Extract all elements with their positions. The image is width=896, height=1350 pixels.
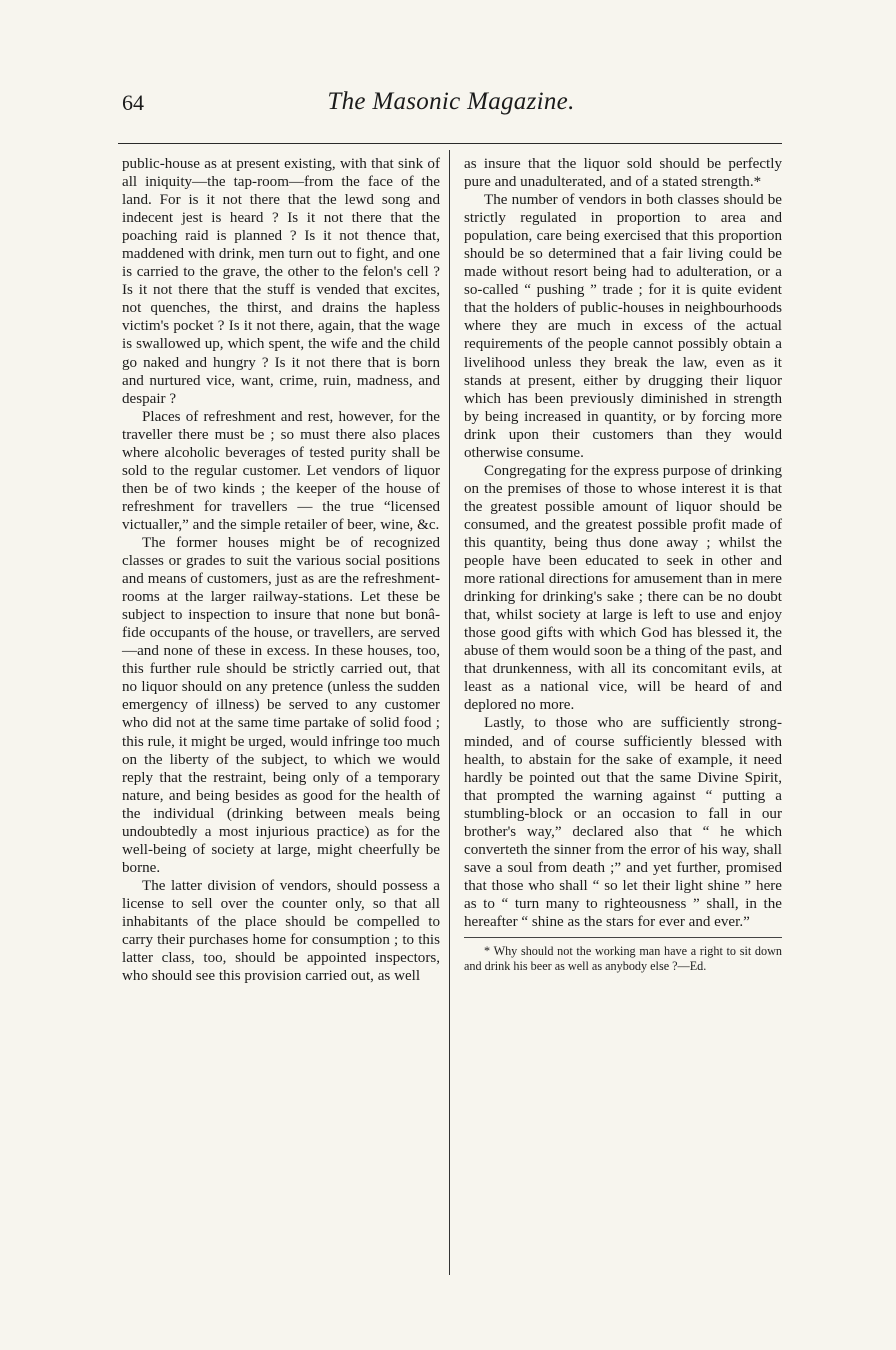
- paragraph: The number of vendors in both classes should be strictly regulated in proportion to area and population, care being exercised that this proportion should be so determined that a fair living could be made without resort being had to adulteration, or a so-called “ pushing ” trade ; for it is quite evident that the holders of public-houses in neighbourhoods where they are much in excess of the actual requirements of the people cannot possibly obtain a livelihood unless they break the law, even as it stands at present, either by drugging their liquor which has been previously diminished in strength by being increased in quantity, or by forcing more drink upon their customers than they would otherwise consume.: [464, 192, 782, 461]
- paragraph: Congregating for the express purpose of drinking on the premises of those to whose interest it is that the greatest possible amount of liquor should be consumed, and the greatest possible profit made of this quantity, being thus done away ; whilst the people have been educated to seek in other and more rational directions for amusement than in mere drinking for drinking's sake ; there can be no doubt that, whilst society at large is left to use and enjoy those good gifts with which God has blessed it, the abuse of them would soon be a thing of the past, and that drunkenness, with all its concomitant evils, at least as a national vice, will be heard of and deplored no more.: [464, 462, 782, 714]
- header-rule: [118, 143, 782, 144]
- paragraph: The latter division of vendors, should possess a license to sell over the counter only, so that all inhabitants of the place should be compelled to carry their purchases home for consumption ; to this latter class, too, should be appointed inspectors, who should see this provision carried out, as well: [122, 877, 440, 985]
- paragraph: public-house as at present existing, with that sink of all iniquity—the tap-room—from the face of the land. For is it not there that the lewd song and indecent jest is heard ? Is it not there that the poaching raid is planned ? Is it not thence that, maddened with drink, men turn out to fight, and one is carried to the grave, the other to the felon's cell ? Is it not there that the stuff is vended that excites, not quenches, the thirst, and drains the hapless victim's pocket ? Is it not there, again, that the wage is swallowed up, which spent, the wife and the child go naked and hungry ? Is it not there that is born and nurtured vice, want, crime, ruin, madness, and despair ?: [122, 156, 440, 407]
- footnote: * Why should not the working man have a right to sit down and drink his beer as well as anybody else ?—Ed.: [464, 944, 782, 973]
- footnote-rule: [464, 937, 782, 938]
- paragraph: The former houses might be of recognized classes or grades to suit the various social positions and means of customers, just as are the refreshment-rooms at the larger railway-stations. Let these be subject to inspection to insure that none but bonâ-fide occupants of the house, or travellers, are served—and none of these in excess. In these houses, too, this further rule should be strictly carried out, that no liquor should on any pretence (unless the sudden emergency of illness) be served to any customer who did not at the same time partake of solid food ; this rule, it might be urged, would infringe too much on the liberty of the subject, to which we would reply that the restraint, being only of a temporary nature, and being besides as good for the health of the individual (drinking between meals being undoubtedly a most injurious practice) as for the well-being of society at large, might cheerfully be borne.: [122, 534, 440, 876]
- page-header: [122, 84, 780, 124]
- column-divider: [449, 150, 450, 1275]
- paragraph: Places of refreshment and rest, however, for the traveller there must be ; so must there also places where alcoholic beverages of tested purity shall be sold to the regular customer. Let vendors of liquor then be of two kinds ; the keeper of the house of refreshment for travellers — the true “licensed victualler,” and the simple retailer of beer, wine, &c.: [122, 408, 440, 533]
- left-column: [122, 155, 440, 985]
- page-number: 64: [122, 90, 144, 115]
- running-title: The Masonic Magazine.: [327, 88, 575, 115]
- right-column: [464, 155, 782, 973]
- paragraph: as insure that the liquor sold should be perfectly pure and unadulterated, and of a stated strength.*: [464, 156, 782, 191]
- paragraph: Lastly, to those who are sufficiently strong-minded, and of course sufficiently blessed with health, to abstain for the sake of example, it need hardly be pointed out that the same Divine Spirit, that prompted the warning against “ putting a stumbling-block or an occasion to fall in our brother's way,” declared also that “ he which converteth the sinner from the error of his way, shall save a soul from death ;” and yet further, promised that those who shall “ so let their light shine ” here as to “ turn many to righteousness ” shall, in the hereafter “ shine as the stars for ever and ever.”: [464, 715, 782, 930]
